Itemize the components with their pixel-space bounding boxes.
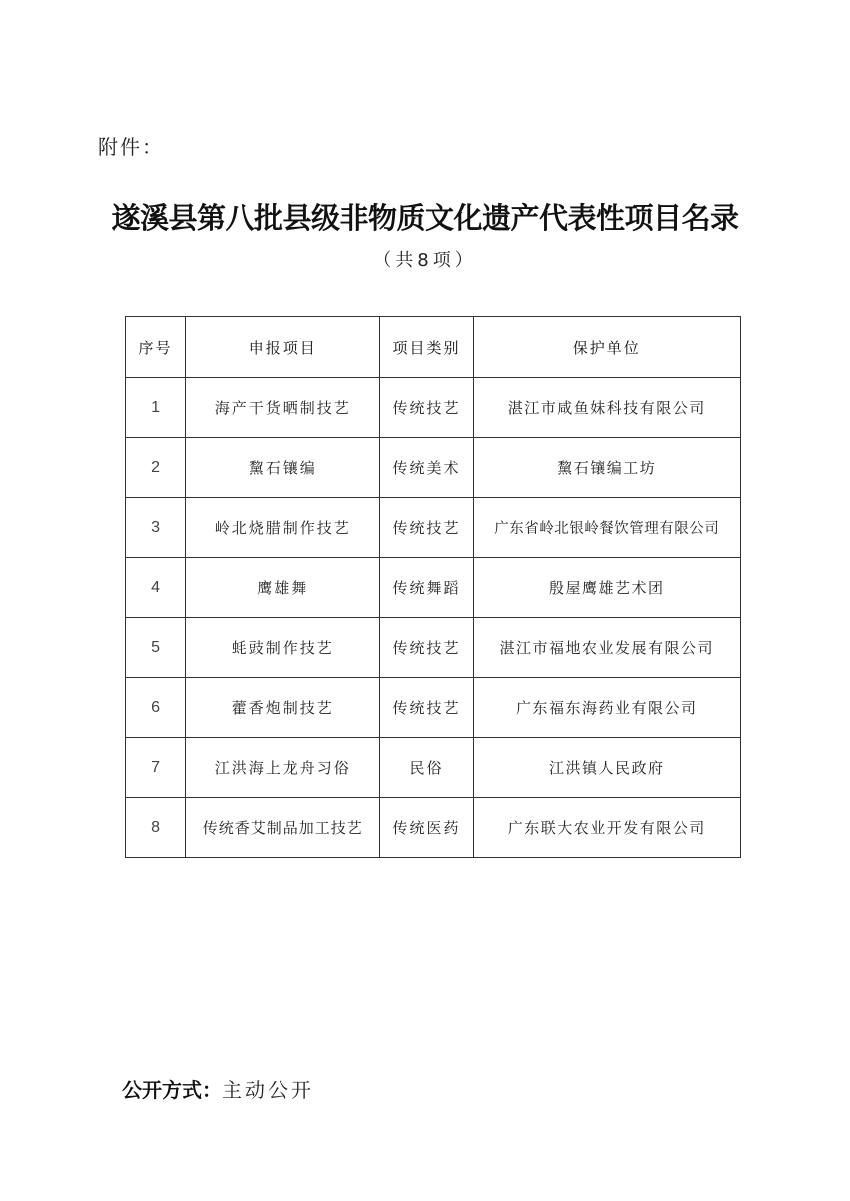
heritage-project-table bbox=[125, 316, 741, 858]
cell-serial-number: 4 bbox=[126, 558, 186, 618]
cell-serial-number: 2 bbox=[126, 438, 186, 498]
cell-serial-number: 1 bbox=[126, 378, 186, 438]
cell-category: 传统技艺 bbox=[380, 618, 473, 678]
cell-serial-number: 8 bbox=[126, 798, 186, 858]
table-header-row bbox=[126, 317, 741, 378]
table-row bbox=[126, 738, 741, 798]
table-row bbox=[126, 558, 741, 618]
table-row bbox=[126, 498, 741, 558]
header-project: 申报项目 bbox=[186, 317, 380, 378]
cell-protection-unit: 黧石镶编工坊 bbox=[473, 438, 740, 498]
cell-project: 江洪海上龙舟习俗 bbox=[186, 738, 380, 798]
cell-category: 民俗 bbox=[380, 738, 473, 798]
cell-serial-number: 3 bbox=[126, 498, 186, 558]
cell-project: 海产干货晒制技艺 bbox=[186, 378, 380, 438]
header-protection-unit: 保护单位 bbox=[473, 317, 740, 378]
cell-protection-unit: 湛江市咸鱼妹科技有限公司 bbox=[473, 378, 740, 438]
document-title: 遂溪县第八批县级非物质文化遗产代表性项目名录 bbox=[111, 201, 739, 235]
cell-category: 传统美术 bbox=[380, 438, 473, 498]
cell-project: 黧石镶编 bbox=[186, 438, 380, 498]
header-category: 项目类别 bbox=[380, 317, 473, 378]
cell-project: 岭北烧腊制作技艺 bbox=[186, 498, 380, 558]
cell-project: 蚝豉制作技艺 bbox=[186, 618, 380, 678]
cell-category: 传统技艺 bbox=[380, 678, 473, 738]
cell-serial-number: 7 bbox=[126, 738, 186, 798]
cell-project: 藿香炮制技艺 bbox=[186, 678, 380, 738]
cell-protection-unit: 广东省岭北银岭餐饮管理有限公司 bbox=[473, 498, 740, 558]
cell-project: 鹰雄舞 bbox=[186, 558, 380, 618]
cell-category: 传统医药 bbox=[380, 798, 473, 858]
table-row bbox=[126, 378, 741, 438]
cell-protection-unit: 殷屋鹰雄艺术团 bbox=[473, 558, 740, 618]
cell-category: 传统技艺 bbox=[380, 378, 473, 438]
cell-project: 传统香艾制品加工技艺 bbox=[186, 798, 380, 858]
cell-protection-unit: 湛江市福地农业发展有限公司 bbox=[473, 618, 740, 678]
document-subtitle: （共8项） bbox=[373, 250, 477, 271]
cell-protection-unit: 江洪镇人民政府 bbox=[473, 738, 740, 798]
cell-protection-unit: 广东福东海药业有限公司 bbox=[473, 678, 740, 738]
attachment-label: 附件： bbox=[98, 135, 164, 159]
table-row bbox=[126, 438, 741, 498]
cell-serial-number: 5 bbox=[126, 618, 186, 678]
disclosure-method bbox=[122, 1074, 314, 1103]
disclosure-label: 公开方式： bbox=[122, 1078, 222, 1102]
cell-category: 传统舞蹈 bbox=[380, 558, 473, 618]
table-row bbox=[126, 618, 741, 678]
table-row bbox=[126, 678, 741, 738]
table-row bbox=[126, 798, 741, 858]
header-serial-number: 序号 bbox=[126, 317, 186, 378]
cell-serial-number: 6 bbox=[126, 678, 186, 738]
cell-protection-unit: 广东联大农业开发有限公司 bbox=[473, 798, 740, 858]
cell-category: 传统技艺 bbox=[380, 498, 473, 558]
disclosure-value: 主动公开 bbox=[222, 1078, 314, 1102]
